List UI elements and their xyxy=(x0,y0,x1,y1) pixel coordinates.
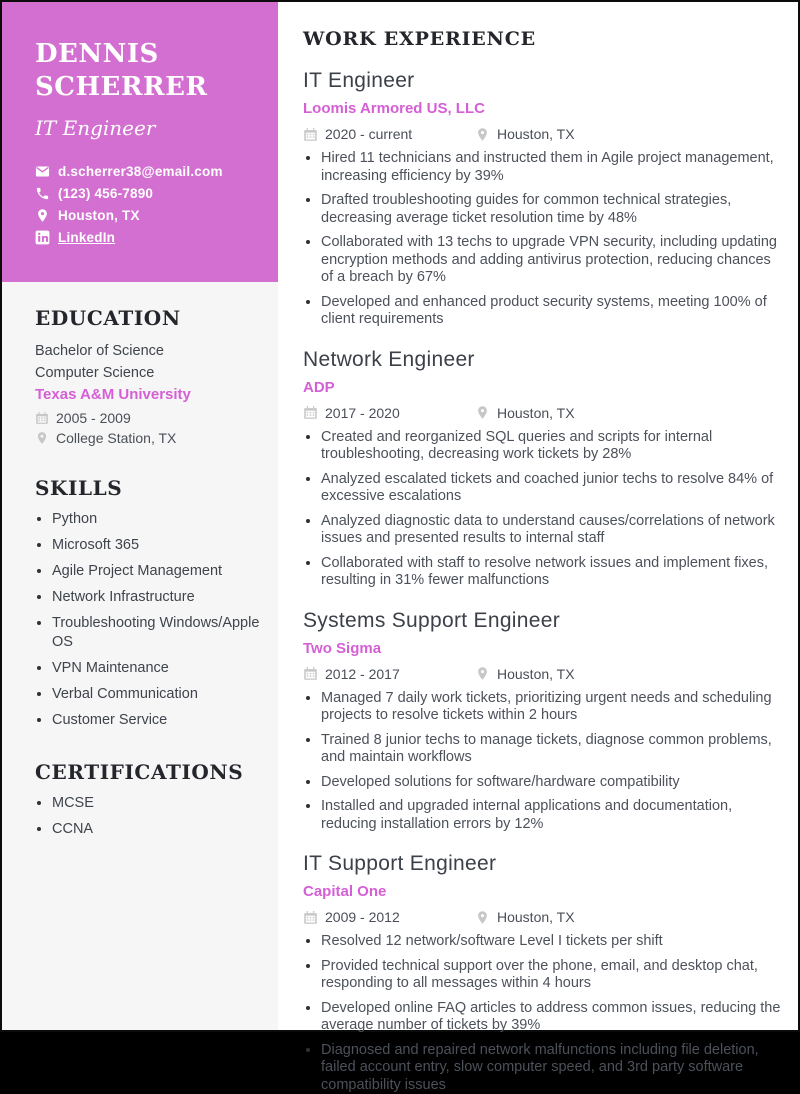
sidebar xyxy=(2,2,278,1030)
calendar-icon xyxy=(303,405,318,420)
contact-email xyxy=(35,164,260,179)
email-icon xyxy=(35,164,50,179)
job-entry xyxy=(303,852,784,1094)
job-dates-row xyxy=(303,666,475,682)
job-location: Houston, TX xyxy=(497,666,575,682)
location-icon xyxy=(475,910,490,925)
job-dates: 2020 - current xyxy=(325,126,412,142)
certification-item: • MCSE xyxy=(52,794,260,813)
certification-item: • CCNA xyxy=(52,820,260,839)
job-location-row xyxy=(475,405,575,421)
job-dates-row xyxy=(303,126,475,142)
job-entry xyxy=(303,609,784,834)
job-location-row xyxy=(475,666,575,682)
work-experience-heading: WORK EXPERIENCE xyxy=(303,28,784,50)
job-bullet: • Installed and upgraded internal applications and documentation, reducing installation errors by 12% xyxy=(321,798,784,833)
job-bullet: • Created and reorganized SQL queries and scripts for internal troubleshooting, decreasing work tickets by 28% xyxy=(321,429,784,464)
contact-email-text: d.scherrer38@email.com xyxy=(58,164,223,179)
education-dates-row xyxy=(35,410,260,426)
person-name xyxy=(35,38,260,104)
job-dates-row xyxy=(303,405,475,421)
skill-item: • Python xyxy=(52,510,260,529)
job-title: Systems Support Engineer xyxy=(303,609,784,633)
contact-phone-text: (123) 456-7890 xyxy=(58,186,153,201)
job-bullet: • Collaborated with 13 techs to upgrade VPN security, including updating encryption methods and adding antivirus protection, reducing chances of a breach by 67% xyxy=(321,234,784,287)
person-name-line1: DENNIS xyxy=(35,38,260,71)
job-meta xyxy=(303,666,784,682)
job-bullet-list xyxy=(321,933,784,1094)
job-dates: 2012 - 2017 xyxy=(325,666,400,682)
job-bullet: • Drafted troubleshooting guides for common technical strategies, decreasing average ticket resolution time by 48% xyxy=(321,192,784,227)
job-meta xyxy=(303,909,784,925)
job-bullet: • Managed 7 daily work tickets, prioritizing urgent needs and scheduling projects to resolve tickets within 2 hours xyxy=(321,690,784,725)
job-location: Houston, TX xyxy=(497,909,575,925)
job-entry xyxy=(303,69,784,329)
certifications-heading: CERTIFICATIONS xyxy=(35,760,260,784)
job-bullet: • Developed and enhanced product security systems, meeting 100% of client requirements xyxy=(321,294,784,329)
location-icon xyxy=(475,666,490,681)
skill-item: • Verbal Communication xyxy=(52,685,260,704)
job-bullet: • Developed solutions for software/hardware compatibility xyxy=(321,774,784,792)
job-bullet: • Diagnosed and repaired network malfunctions including file deletion, failed account entry, slow computer speed, and 3rd party software compatibility issues xyxy=(321,1042,784,1094)
education-school: Texas A&M University xyxy=(35,384,260,406)
job-title: IT Engineer xyxy=(303,69,784,93)
job-entry xyxy=(303,348,784,590)
certifications-list xyxy=(52,794,260,839)
education-section xyxy=(35,306,260,446)
skill-item: • VPN Maintenance xyxy=(52,659,260,678)
job-title: IT Support Engineer xyxy=(303,852,784,876)
job-bullet: • Hired 11 technicians and instructed them in Agile project management, increasing efficiency by 39% xyxy=(321,150,784,185)
job-dates: 2017 - 2020 xyxy=(325,405,400,421)
education-location-row xyxy=(35,430,260,446)
skill-item: • Agile Project Management xyxy=(52,562,260,581)
calendar-icon xyxy=(35,411,49,425)
contact-linkedin xyxy=(35,230,260,245)
skill-item: • Customer Service xyxy=(52,711,260,730)
calendar-icon xyxy=(303,127,318,142)
linkedin-link[interactable]: LinkedIn xyxy=(58,230,115,245)
skill-item: • Troubleshooting Windows/Apple OS xyxy=(52,614,260,652)
job-bullet: • Resolved 12 network/software Level I tickets per shift xyxy=(321,933,784,951)
skills-heading: SKILLS xyxy=(35,476,260,500)
job-dates-row xyxy=(303,909,475,925)
contact-list xyxy=(35,164,260,245)
person-title: IT Engineer xyxy=(35,116,260,140)
job-bullet-list xyxy=(321,150,784,329)
job-bullet-list xyxy=(321,690,784,834)
skills-section xyxy=(35,476,260,730)
sidebar-header xyxy=(2,2,278,282)
job-bullet-list xyxy=(321,429,784,590)
contact-phone xyxy=(35,186,260,201)
calendar-icon xyxy=(303,910,318,925)
calendar-icon xyxy=(303,666,318,681)
job-company: Loomis Armored US, LLC xyxy=(303,98,784,120)
education-entry xyxy=(35,340,260,446)
education-heading: EDUCATION xyxy=(35,306,260,330)
education-field: Computer Science xyxy=(35,362,260,384)
location-icon xyxy=(35,431,49,445)
job-bullet: • Collaborated with staff to resolve network issues and implement fixes, resulting in 31% fewer malfunctions xyxy=(321,555,784,590)
job-location: Houston, TX xyxy=(497,405,575,421)
education-degree: Bachelor of Science xyxy=(35,340,260,362)
work-experience-column xyxy=(278,2,798,1030)
job-location-row xyxy=(475,909,575,925)
job-company: Capital One xyxy=(303,881,784,903)
job-location-row xyxy=(475,126,575,142)
job-title: Network Engineer xyxy=(303,348,784,372)
skill-item: • Network Infrastructure xyxy=(52,588,260,607)
linkedin-icon xyxy=(35,230,50,245)
person-name-line2: SCHERRER xyxy=(35,71,260,104)
job-bullet: • Analyzed escalated tickets and coached junior techs to resolve 84% of excessive escalations xyxy=(321,471,784,506)
job-meta xyxy=(303,126,784,142)
education-dates: 2005 - 2009 xyxy=(56,410,131,426)
job-bullet: • Trained 8 junior techs to manage tickets, diagnose common problems, and maintain workflows xyxy=(321,732,784,767)
job-location: Houston, TX xyxy=(497,126,575,142)
job-bullet: • Analyzed diagnostic data to understand causes/correlations of network issues and presented results to internal staff xyxy=(321,513,784,548)
location-icon xyxy=(475,405,490,420)
skills-list xyxy=(52,510,260,730)
job-company: ADP xyxy=(303,377,784,399)
phone-icon xyxy=(35,186,50,201)
job-bullet: • Developed online FAQ articles to address common issues, reducing the average number of tickets by 39% xyxy=(321,1000,784,1035)
location-icon xyxy=(475,127,490,142)
job-company: Two Sigma xyxy=(303,638,784,660)
job-bullet: • Provided technical support over the phone, email, and desktop chat, responding to all messages within 4 hours xyxy=(321,958,784,993)
sidebar-body xyxy=(2,282,278,866)
contact-location-text: Houston, TX xyxy=(58,208,140,223)
contact-location xyxy=(35,208,260,223)
certifications-section xyxy=(35,760,260,839)
job-dates: 2009 - 2012 xyxy=(325,909,400,925)
skill-item: • Microsoft 365 xyxy=(52,536,260,555)
education-location: College Station, TX xyxy=(56,430,176,446)
location-icon xyxy=(35,208,50,223)
job-meta xyxy=(303,405,784,421)
